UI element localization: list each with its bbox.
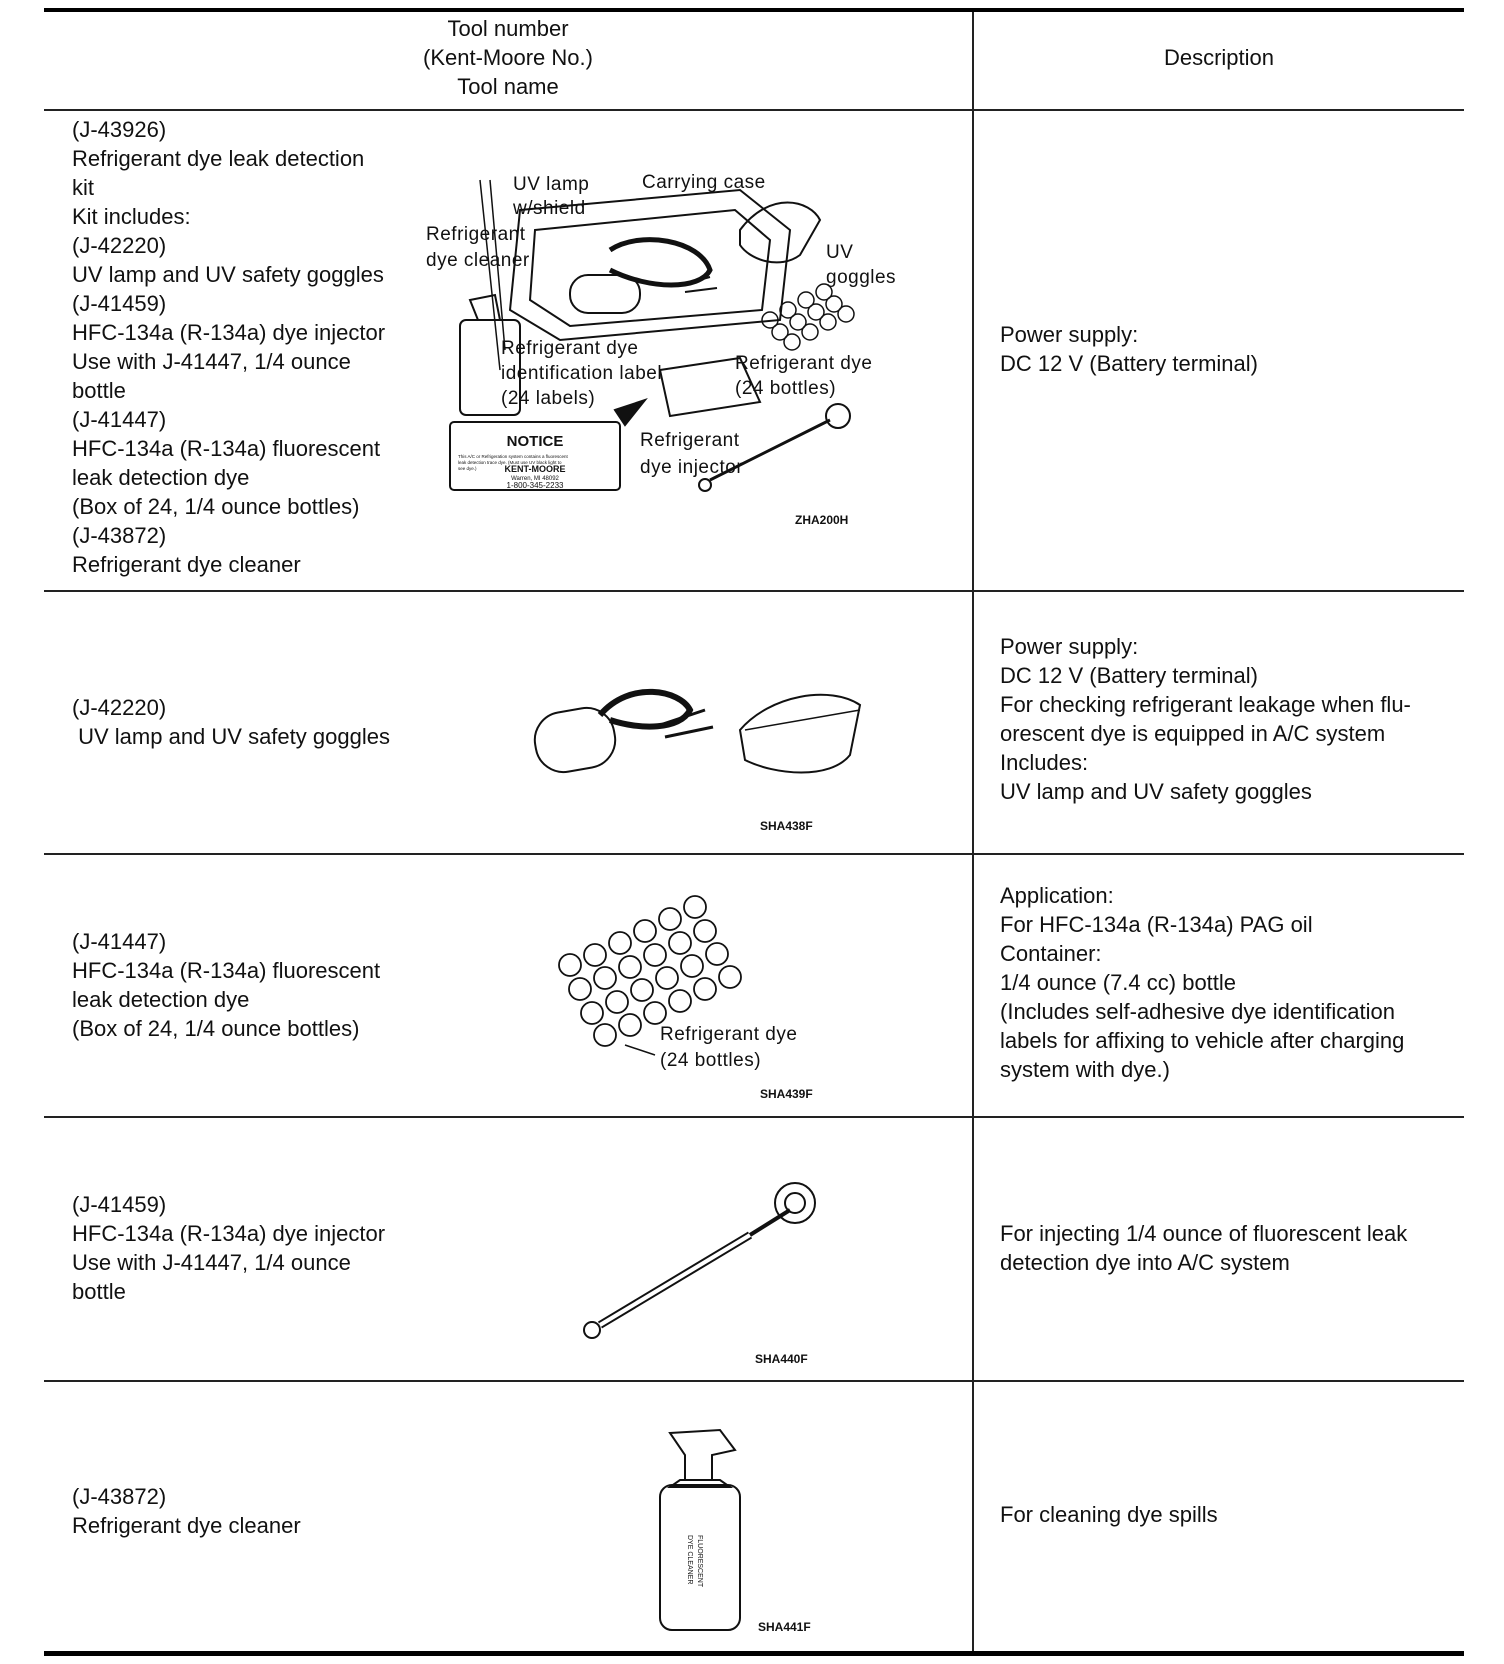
row-2-tool-name: [72, 693, 432, 751]
tool-line: (J-42220): [72, 233, 167, 258]
header-divider: [44, 109, 1464, 111]
desc-line: For HFC-134a (R-134a) PAG oil: [1000, 912, 1313, 937]
header-tool-line: (Kent-Moore No.): [423, 45, 593, 70]
label-identification-label: identification label: [501, 363, 663, 384]
label-w-shield: w/shield: [513, 198, 586, 219]
label-24-bottles: (24 bottles): [660, 1050, 762, 1071]
spray-trigger-shape: [670, 1430, 735, 1480]
desc-line: system with dye.): [1000, 1057, 1170, 1082]
row-divider: [44, 590, 1464, 592]
desc-line: detection dye into A/C system: [1000, 1250, 1290, 1275]
notice-phone: 1-800-345-2233: [506, 481, 564, 490]
tool-line: (J-41459): [72, 1192, 167, 1217]
uv-goggles-shape: [740, 695, 860, 773]
injector-plunger-shape: [584, 1322, 600, 1338]
label-refrigerant-dye: Refrigerant dye: [501, 338, 639, 359]
tool-line: (J-43872): [72, 523, 167, 548]
tool-line: (J-41447): [72, 407, 167, 432]
desc-line: DC 12 V (Battery terminal): [1000, 351, 1258, 376]
tool-line: HFC-134a (R-134a) fluorescent: [72, 958, 381, 983]
desc-line: Power supply:: [1000, 322, 1139, 347]
table-bottom-rule: [44, 1651, 1464, 1656]
header-tool-line: Tool name: [457, 74, 559, 99]
lamp-cord-shape: [610, 240, 710, 285]
notice-body-line: see dye.): [458, 466, 477, 471]
uv-lamp-goggles-illustration: [530, 685, 910, 845]
row-5-tool-name: [72, 1482, 432, 1540]
label-refrigerant-dye: Refrigerant dye: [660, 1024, 798, 1045]
dye-bottles-illustration: [550, 885, 850, 1105]
row-2-description: [1000, 632, 1455, 806]
tool-line: bottle: [72, 1279, 126, 1304]
desc-line: Application:: [1000, 883, 1114, 908]
tool-line: kit: [72, 175, 94, 200]
desc-line: Container:: [1000, 941, 1102, 966]
row-1-description: [1000, 320, 1455, 378]
label-refrigerant: Refrigerant: [426, 224, 526, 245]
dye-bottles-cluster: [762, 284, 854, 350]
notice-body-line: leak detection trace dye. (Must use UV black light to: [458, 460, 562, 465]
figure-code: ZHA200H: [795, 513, 849, 527]
notice-title: NOTICE: [506, 433, 564, 450]
row-3-tool-name: [72, 927, 432, 1043]
figure-code: SHA439F: [760, 1087, 813, 1101]
tool-line: HFC-134a (R-134a) fluorescent: [72, 436, 381, 461]
row-divider: [44, 1116, 1464, 1118]
header-tool-column: [44, 14, 972, 101]
desc-line: (Includes self-adhesive dye identification: [1000, 999, 1396, 1024]
notice-body-line: This A/C or Refrigeration system contains a fluorescent: [458, 454, 568, 459]
bottle-label-line: DYE CLEANER: [686, 1535, 693, 1585]
tool-line: Refrigerant dye leak detection: [72, 146, 365, 171]
notice-brand: KENT-MOORE: [504, 464, 566, 474]
desc-line: For injecting 1/4 ounce of fluorescent leak: [1000, 1221, 1408, 1246]
label-goggles: goggles: [826, 267, 897, 288]
row-1-tool-name: [72, 115, 432, 579]
row-4-description: [1000, 1219, 1455, 1277]
tool-line: UV lamp and UV safety goggles: [72, 262, 384, 287]
dye-leak-detection-kit-illustration: [426, 170, 950, 540]
tool-line: UV lamp and UV safety goggles: [72, 724, 390, 749]
label-24-bottles: (24 bottles): [735, 378, 837, 399]
notice-city: Warren, MI 48092: [511, 476, 559, 482]
row-divider: [44, 853, 1464, 855]
dye-cleaner-illustration: [640, 1425, 840, 1643]
row-divider: [44, 1380, 1464, 1382]
label-dye-cleaner: dye cleaner: [426, 250, 530, 271]
header-description: Description: [1163, 45, 1275, 70]
tool-line: HFC-134a (R-134a) dye injector: [72, 320, 386, 345]
lamp-cord-shape: [600, 692, 690, 727]
tool-line: Refrigerant dye cleaner: [72, 1513, 301, 1538]
row-5-description: [1000, 1500, 1455, 1529]
desc-line: Power supply:: [1000, 634, 1139, 659]
uv-lamp-shape: [530, 704, 619, 777]
tool-line: Refrigerant dye cleaner: [72, 552, 301, 577]
figure-code: SHA438F: [760, 819, 813, 833]
label-uv: UV: [826, 242, 854, 263]
tool-line: (J-42220): [72, 695, 167, 720]
tool-line: bottle: [72, 378, 126, 403]
label-refrigerant-dye-bottles: Refrigerant dye: [735, 353, 873, 374]
table-top-rule: [44, 8, 1464, 12]
tool-line: leak detection dye: [72, 987, 250, 1012]
tool-line: (J-41459): [72, 291, 167, 316]
column-divider: [972, 12, 974, 1652]
uv-goggles-shape: [740, 203, 820, 263]
desc-line: For checking refrigerant leakage when flu-: [1000, 692, 1411, 717]
figure-code: SHA441F: [758, 1620, 811, 1634]
desc-line: 1/4 ounce (7.4 cc) bottle: [1000, 970, 1237, 995]
dye-injector-illustration: [580, 1175, 860, 1375]
header-tool-line: Tool number: [447, 16, 569, 41]
label-dye-injector: dye injector: [640, 457, 744, 478]
bottle-label-line: FLUORESCENT: [696, 1535, 703, 1588]
tool-line: Kit includes:: [72, 204, 191, 229]
desc-line: labels for affixing to vehicle after charging: [1000, 1028, 1405, 1053]
injector-coupler-shape: [775, 1183, 815, 1223]
label-uv-lamp: UV lamp: [513, 174, 590, 195]
tool-line: (Box of 24, 1/4 ounce bottles): [72, 494, 360, 519]
label-24-labels: (24 labels): [501, 388, 596, 409]
tool-line: Use with J-41447, 1/4 ounce: [72, 349, 351, 374]
desc-line: DC 12 V (Battery terminal): [1000, 663, 1258, 688]
desc-line: orescent dye is equipped in A/C system: [1000, 721, 1386, 746]
tool-line: Use with J-41447, 1/4 ounce: [72, 1250, 351, 1275]
desc-line: Includes:: [1000, 750, 1089, 775]
tool-line: (J-43872): [72, 1484, 167, 1509]
tool-line: HFC-134a (R-134a) dye injector: [72, 1221, 386, 1246]
tool-line: (J-43926): [72, 117, 167, 142]
figure-code: SHA440F: [755, 1352, 808, 1366]
desc-line: For cleaning dye spills: [1000, 1502, 1218, 1527]
label-carrying-case: Carrying case: [642, 172, 766, 193]
row-4-tool-name: [72, 1190, 432, 1306]
row-3-description: [1000, 881, 1455, 1084]
desc-line: UV lamp and UV safety goggles: [1000, 779, 1312, 804]
label-refrigerant-injector: Refrigerant: [640, 430, 740, 451]
tool-line: leak detection dye: [72, 465, 250, 490]
tool-line: (J-41447): [72, 929, 167, 954]
tool-line: (Box of 24, 1/4 ounce bottles): [72, 1016, 360, 1041]
